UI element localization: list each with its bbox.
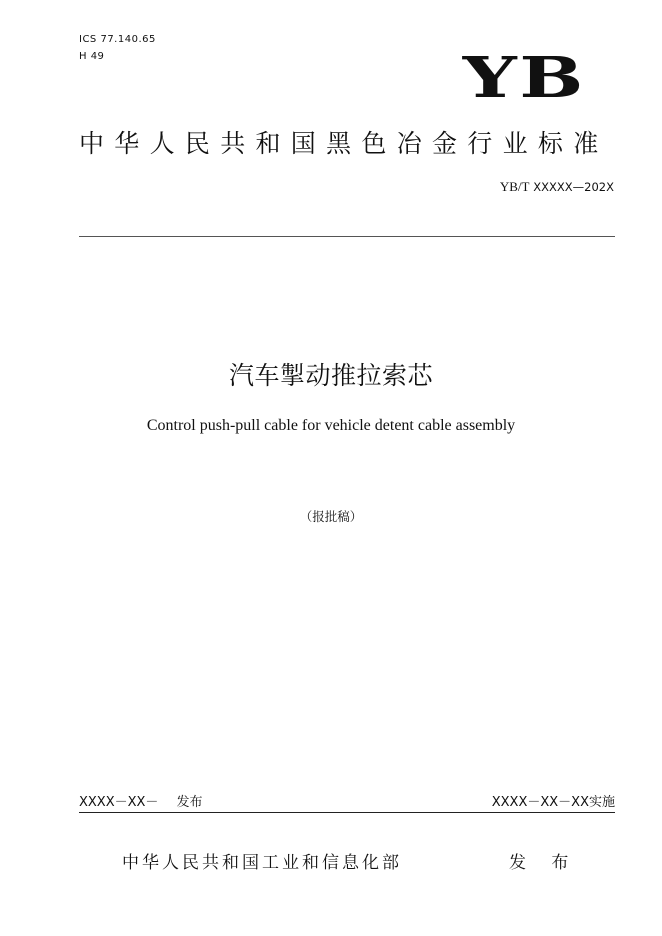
yb-logo: YB bbox=[462, 45, 586, 111]
publish-date-line bbox=[79, 794, 202, 812]
implement-date: XXXX－XX－XX bbox=[491, 795, 589, 810]
issuing-authority: 中华人民共和国工业和信息化部 bbox=[122, 853, 402, 873]
standard-number-value: XXXXX—202X bbox=[533, 180, 614, 194]
header-divider bbox=[79, 236, 615, 237]
ics-code: ICS 77.140.65 bbox=[79, 34, 156, 45]
issue-label: 发 布 bbox=[509, 853, 579, 873]
publish-date: XXXX－XX－ bbox=[79, 795, 159, 810]
publish-label: 发布 bbox=[176, 795, 203, 810]
implement-date-line bbox=[492, 794, 615, 812]
standard-number bbox=[500, 179, 614, 195]
ccs-code: H 49 bbox=[79, 51, 105, 62]
footer-divider bbox=[79, 812, 615, 813]
draft-status: （报批稿） bbox=[299, 509, 363, 524]
standard-category-title: 中华人民共和国黑色冶金行业标准 bbox=[79, 129, 609, 158]
document-title-english: Control push-pull cable for vehicle detent cable assembly bbox=[146, 417, 516, 434]
implement-label: 实施 bbox=[588, 795, 615, 810]
standard-number-prefix: YB/T bbox=[499, 179, 530, 194]
document-title-chinese: 汽车掣动推拉索芯 bbox=[228, 361, 433, 390]
